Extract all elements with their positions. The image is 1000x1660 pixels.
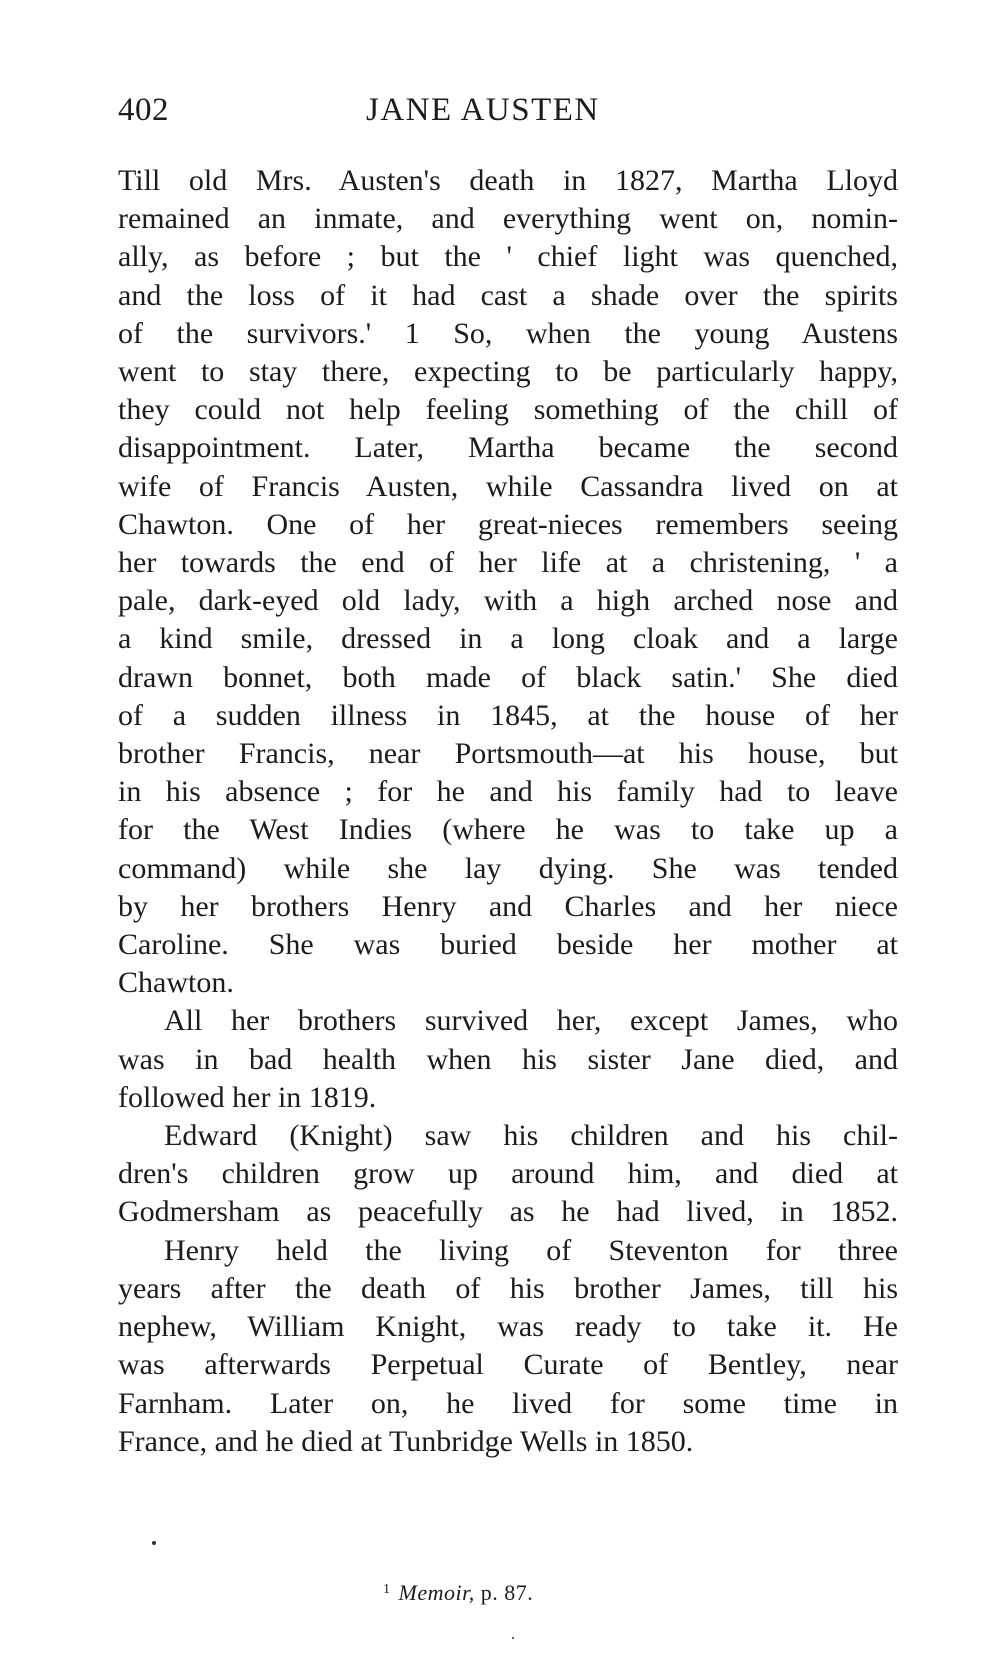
text-line: France, and he died at Tunbridge Wells in 1850. bbox=[118, 1424, 694, 1458]
text-line: went to stay there, expecting to be particularly happy, bbox=[118, 355, 898, 389]
text-line: remained an inmate, and everything went on, nomin- bbox=[118, 202, 898, 236]
paragraph-2 bbox=[118, 1002, 898, 1117]
text-line: wife of Francis Austen, while Cassandra lived on at bbox=[118, 469, 898, 503]
text-line: nephew, William Knight, was ready to take it. He bbox=[118, 1310, 898, 1344]
text-line: for the West Indies (where he was to take up a bbox=[118, 813, 898, 847]
body-text bbox=[118, 162, 898, 1461]
ink-speck bbox=[512, 1637, 514, 1639]
text-line: years after the death of his brother James, till his bbox=[118, 1271, 898, 1305]
text-line: in his absence ; for he and his family had to leave bbox=[118, 775, 898, 809]
text-line: was afterwards Perpetual Curate of Bentley, near bbox=[118, 1348, 898, 1382]
text-line: a kind smile, dressed in a long cloak and a large bbox=[118, 622, 898, 656]
text-line: disappointment. Later, Martha became the second bbox=[118, 431, 898, 465]
text-line: ally, as before ; but the ' chief light was quenched, bbox=[118, 240, 898, 274]
text-line: drawn bonnet, both made of black satin.' She died bbox=[118, 660, 898, 694]
text-line: her towards the end of her life at a christening, ' a bbox=[118, 546, 898, 580]
text-line: All her brothers survived her, except James, who bbox=[164, 1004, 898, 1038]
text-line: they could not help feeling something of the chill of bbox=[118, 393, 898, 427]
text-line: by her brothers Henry and Charles and her niece bbox=[118, 889, 898, 923]
text-line: followed her in 1819. bbox=[118, 1080, 377, 1114]
text-line: pale, dark-eyed old lady, with a high arched nose and bbox=[118, 584, 898, 618]
text-line: Edward (Knight) saw his children and his chil- bbox=[164, 1119, 898, 1153]
footnote-page-ref: p. 87. bbox=[480, 1580, 534, 1605]
paragraph-1 bbox=[118, 162, 898, 1002]
text-line: Till old Mrs. Austen's death in 1827, Martha Lloyd bbox=[118, 164, 898, 197]
text-line: Farnham. Later on, he lived for some time in bbox=[118, 1386, 898, 1420]
text-line: Chawton. One of her great-nieces remembers seeing bbox=[118, 507, 898, 541]
paragraph-3 bbox=[118, 1117, 898, 1232]
text-line: brother Francis, near Portsmouth—at his house, but bbox=[118, 737, 898, 771]
running-head bbox=[118, 92, 898, 140]
text-line: command) while she lay dying. She was tended bbox=[118, 851, 898, 885]
page-number: 402 bbox=[118, 92, 169, 128]
running-title: JANE AUSTEN bbox=[366, 92, 600, 128]
footnote bbox=[383, 1580, 533, 1606]
footnote-marker: 1 bbox=[383, 1582, 391, 1597]
text-line: was in bad health when his sister Jane died, and bbox=[118, 1042, 898, 1076]
text-line: Henry held the living of Steventon for three bbox=[164, 1233, 898, 1267]
text-line: Godmersham as peacefully as he had lived, in 1852. bbox=[118, 1195, 898, 1229]
text-line: Caroline. She was buried beside her mother at bbox=[118, 928, 898, 962]
text-line: of the survivors.' 1 So, when the young Austens bbox=[118, 316, 898, 350]
paragraph-4 bbox=[118, 1232, 898, 1461]
text-line: and the loss of it had cast a shade over the spirits bbox=[118, 278, 898, 312]
text-line: of a sudden illness in 1845, at the house of her bbox=[118, 698, 898, 732]
footnote-source: Memoir, bbox=[398, 1580, 475, 1605]
text-line: Chawton. bbox=[118, 966, 234, 1000]
ink-speck bbox=[152, 1541, 156, 1545]
text-line: dren's children grow up around him, and died at bbox=[118, 1157, 898, 1191]
